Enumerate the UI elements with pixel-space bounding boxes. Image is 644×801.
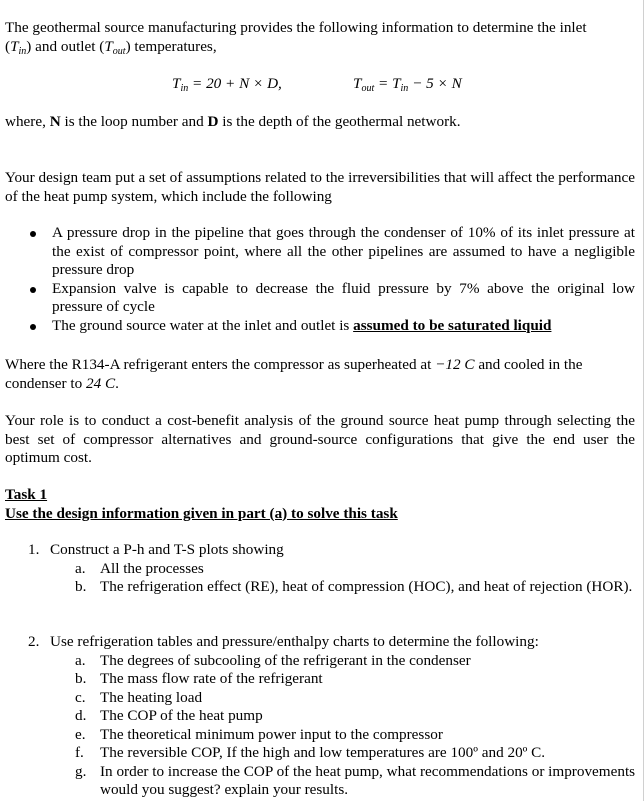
list-item: e. The theoretical minimum power input to the compressor [75,725,443,743]
question-1 [28,541,638,597]
condenser-temperature: 24 C [85,374,116,392]
list-item: A pressure drop in the pipeline that goes through the condenser of 10% of its inlet pressure at the exist of compressor point, where all the other pipelines are assumed to have a negligible pressure drop [28,224,635,280]
question-1-subitems [28,560,638,597]
list-item: b. The mass flow rate of the refrigerant [75,670,323,687]
question-2-subitems [28,652,638,800]
saturated-liquid-emphasis: assumed to be saturated liquid [353,316,552,334]
intro-line-1: The geothermal source manufacturing provides the following information to determine the inlet [5,19,587,36]
question-2 [28,633,638,800]
assumptions-intro: Your design team put a set of assumptions related to the irreversibilities that will affect the performance of the heat pump system, which include the following [5,169,635,205]
assumptions-list [28,224,635,335]
list-item: f. The reversible COP, If the high and low temperatures are 100º and 20º C. [75,744,546,761]
list-item: b. The refrigeration effect (RE), heat of compression (HOC), and heat of rejection (HOR). [75,578,633,595]
bullet-icon [30,324,36,330]
list-item: d. The COP of the heat pump [75,707,263,724]
list-item: Expansion valve is capable to decrease the fluid pressure by 7% above the original low pressure of cycle [28,280,635,317]
list-item: The ground source water at the inlet and outlet is assumed to be saturated liquid [28,317,635,336]
d-symbol: D [207,113,219,130]
task-title: Task 1 [5,486,48,503]
tout-equation: $T_{out} = T_{in} - 5 \times N$ [353,75,462,94]
n-symbol: N [49,113,61,130]
tin-equation: $T_{in} = 20 + N \times D$, [172,75,282,94]
list-item: c. The heating load [75,688,203,706]
list-item: 1. Construct a P-h and T-S plots showing a. All the processes b. The refrigeration effect (RE), heat of compression (HOC), and heat of rejection (HOR). [28,541,638,597]
list-item: 2. Use refrigeration tables and pressure/enthalpy charts to determine the following: a. The degrees of subcooling of the refrigerant in the condenser b. The mass flow rate of the refrigerant c. The heating load d. The COP of the heat pump e. The theoretical minimum power input to the compressor f. The reversible COP, If the high and low temperatures are 100º and 20º C. g. In order to increase the COP of the heat pump, what recommendations or improvements would you suggest? explain your results. [28,633,638,800]
list-item: g. In order to increase the COP of the heat pump, what recommendations or improvements would you suggest? explain your results. [75,762,636,798]
task-subtitle: Use the design information given in part (a) to solve this task [5,504,398,522]
tout-symbol: $T_{out}$ [104,37,126,57]
list-item: a. The degrees of subcooling of the refrigerant in the condenser [75,651,471,669]
role-paragraph: Your role is to conduct a cost-benefit analysis of the ground source heat pump through selecting the best set of compressor alternatives and ground-source configurations that give the end user the optimum cost. [5,412,635,466]
task-heading [5,486,398,523]
bullet-icon [30,287,36,293]
bullet-icon [30,231,36,237]
refrigerant-paragraph: Where the R134-A refrigerant enters the compressor as superheated at −12 C and cooled in the condenser to 24 C. [5,356,583,392]
tin-symbol: $T_{in}$ [10,37,27,57]
inlet-temperature: −12 C [435,356,475,373]
list-item: a. All the processes [75,559,204,577]
intro-paragraph [5,19,635,56]
where-definition: where, N is the loop number and D is the depth of the geothermal network. [5,113,461,130]
equation-line [0,75,644,95]
intro-line-2: $(T_{in})$ and outlet $(T_{out})$ temperatures, [5,37,217,57]
